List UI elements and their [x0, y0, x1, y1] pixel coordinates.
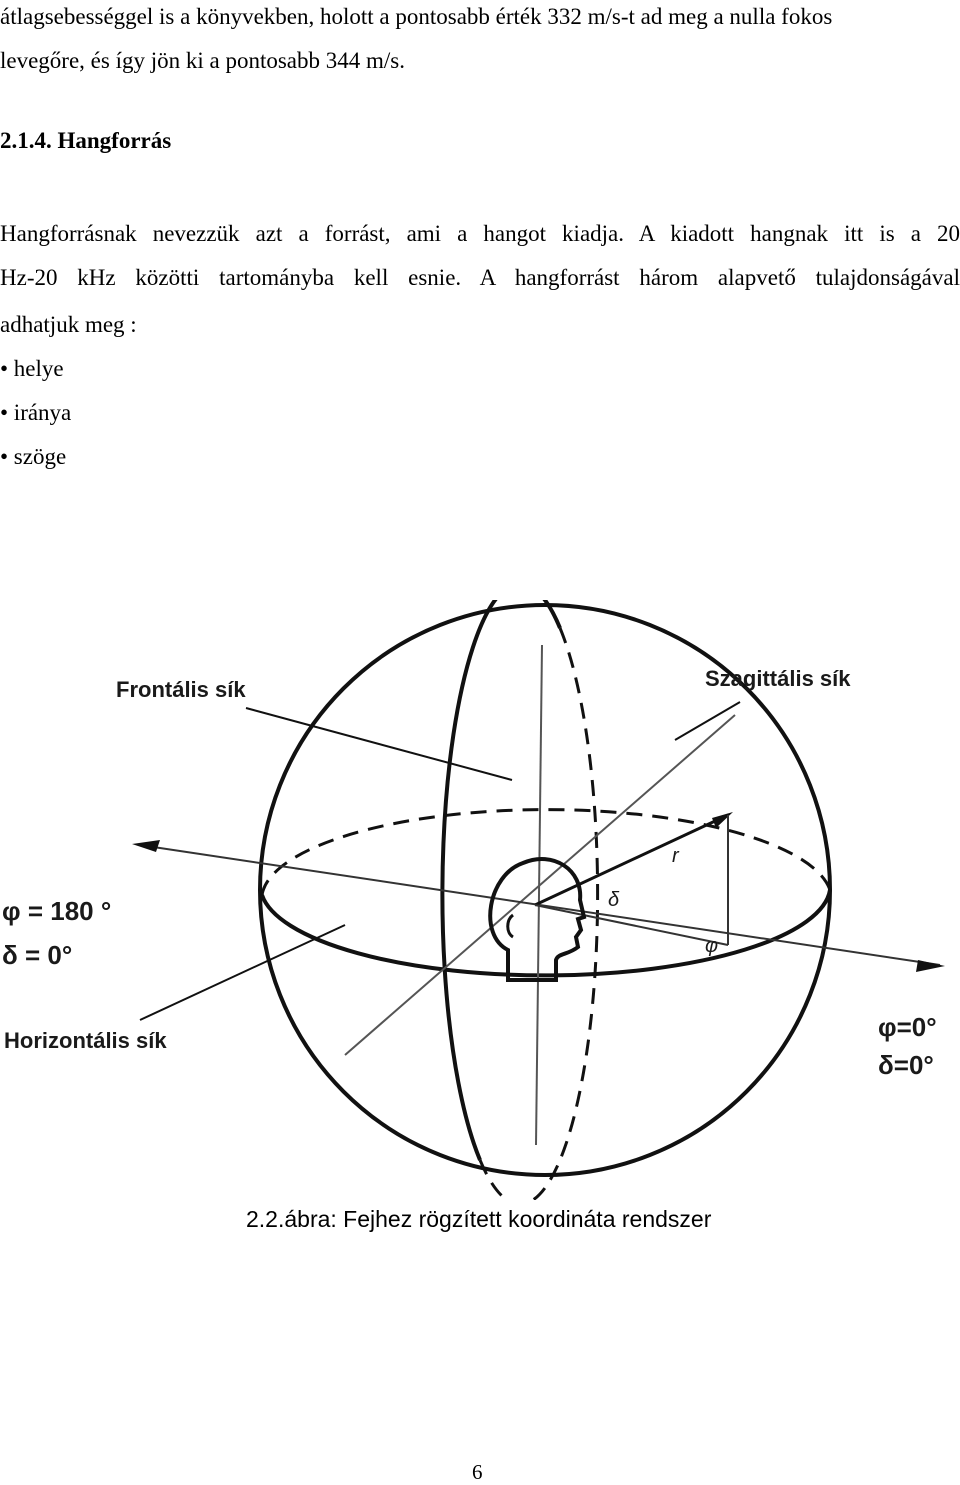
r-vector: [535, 815, 728, 905]
paragraph-line-2: Hz-20 kHz közötti tartományba kell esnie. A hangforrást három alapvető tulajdonságával: [0, 265, 960, 290]
bullet-item-szoge: • szöge: [0, 444, 67, 469]
horizontal-leader-line: [140, 925, 345, 1020]
r-label: r: [672, 845, 679, 867]
delta-angle-label: δ: [608, 889, 620, 911]
text-line-2: levegőre, és így jön ki a pontosabb 344 m/s.: [0, 48, 405, 73]
paragraph-line-1: Hangforrásnak nevezzük azt a forrást, ami a hangot kiadja. A kiadott hangnak itt is a 20: [0, 221, 960, 246]
horizontal-plane-front: [262, 890, 830, 975]
figure-caption: 2.2.ábra: Fejhez rögzített koordináta rendszer: [246, 1206, 712, 1232]
left-delta-label: δ = 0°: [2, 940, 73, 970]
coordinate-system-figure: [0, 600, 960, 1200]
section-heading: 2.1.4. Hangforrás: [0, 128, 172, 153]
sagittal-plane-label: Szagittális sík: [705, 666, 851, 691]
right-delta-label: δ=0°: [878, 1050, 934, 1080]
right-phi-label: φ=0°: [878, 1012, 937, 1042]
bullet-item-iranya: • iránya: [0, 400, 72, 425]
arrow-right-icon: [916, 960, 945, 972]
arrow-left-icon: [132, 840, 160, 852]
phi-angle-label: φ: [705, 935, 719, 957]
r-arrow-icon: [712, 812, 733, 828]
horizontal-plane-label: Horizontális sík: [4, 1028, 167, 1053]
frontal-plane-label: Frontális sík: [116, 677, 246, 702]
sagittal-leader-line: [675, 702, 740, 740]
r-projection-horizontal: [535, 905, 728, 945]
frontal-vertical-axis: [536, 645, 542, 1145]
head-icon: [490, 859, 584, 980]
text-line-1: átlagsebességgel is a könyvekben, holott a pontosabb érték 332 m/s-t ad meg a nulla fokos: [0, 4, 833, 29]
left-phi-label: φ = 180 °: [2, 896, 112, 926]
bullet-item-helye: • helye: [0, 356, 64, 381]
paragraph-line-3: adhatjuk meg :: [0, 312, 137, 337]
horizontal-plane-back: [262, 810, 830, 895]
page-number: 6: [472, 1460, 483, 1484]
